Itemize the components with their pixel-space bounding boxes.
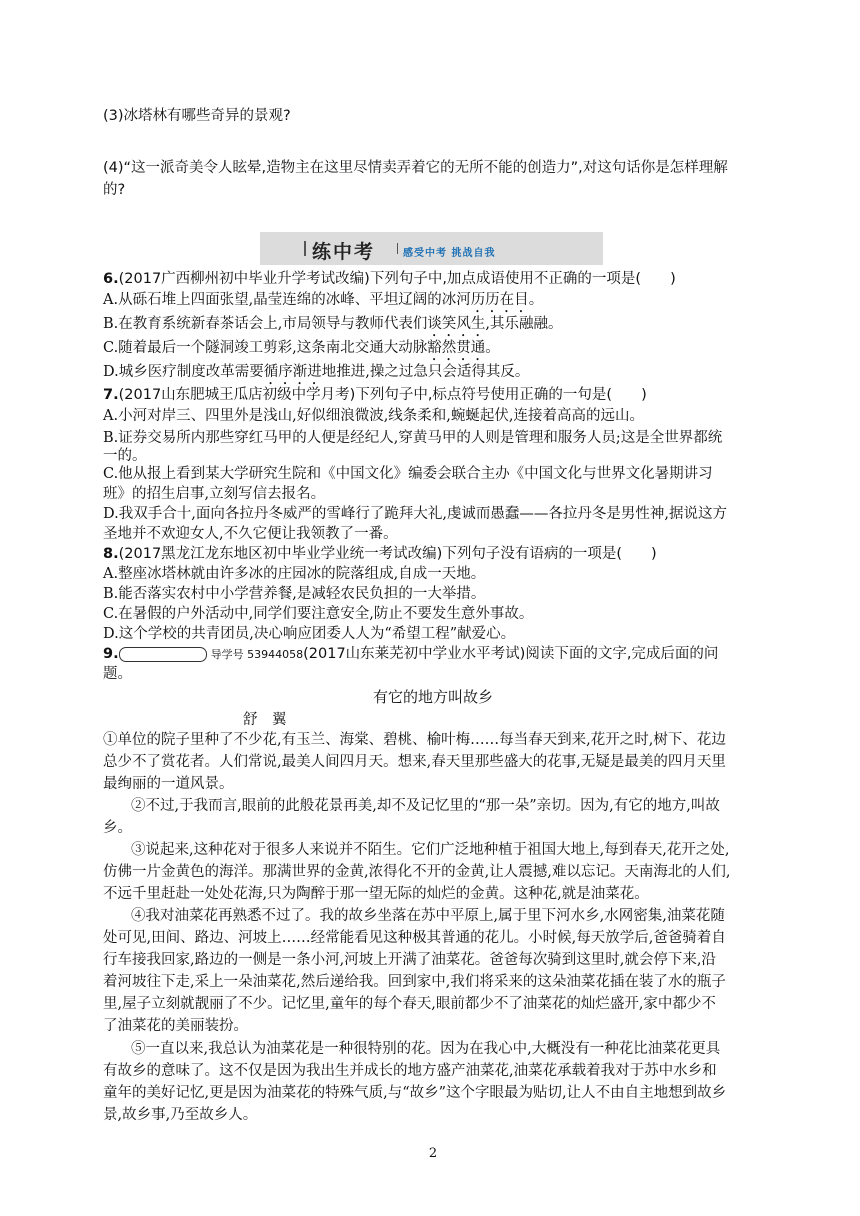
question-4-line2: 的?	[103, 182, 126, 198]
question-6-text: 下列句子中,加点成语使用不正确的一项是( )	[369, 271, 676, 287]
paragraph-line: 有故乡的意味了。这不仅是因为我出生并成长的地方盛产油菜花,油菜花承载着我对于苏中水乡和	[103, 1063, 717, 1079]
paragraph-line: 仿佛一片金黄色的海洋。那满世界的金黄,浓得化不开的金黄,让人震撼,难以忘记。天南海北的人们,	[103, 864, 731, 880]
question-9-stem	[103, 643, 718, 666]
question-8-number: 8.	[103, 546, 119, 562]
paragraph-line: 乡。	[103, 820, 132, 836]
question-4-line1: (4)“这一派奇美令人眩晕,造物主在这里尽情卖弄着它的无所不能的创造力”,对这句话你是怎样理解	[103, 160, 728, 176]
paragraph-line: 童年的美好记忆,更是因为油菜花的特殊气质,与“故乡”这个字眼最为贴切,让人不由自主地想到故乡	[103, 1085, 727, 1101]
question-6-option-a	[103, 289, 543, 316]
option-a-dotted-idiom: 历历在目	[470, 292, 529, 308]
paragraph-line: ④我对油菜花再熟悉不过了。我的故乡坐落在苏中平原上,属于里下河水乡,水网密集,油菜花随	[131, 908, 725, 924]
option-b-dotted-idiom: 谈笑风生	[427, 316, 486, 332]
essay-title: 有它的地方叫故乡	[372, 688, 493, 706]
paragraph-line: 着河坡往下走,采上一朵油菜花,然后递给我。回到家中,我们将采来的这朵油菜花插在装了水的瓶子	[103, 974, 726, 990]
option-b-end: ,其乐融融。	[485, 316, 563, 332]
page-number: 2	[428, 1146, 438, 1161]
guide-number-box	[119, 647, 207, 662]
option-a-text: A.从砾石堆上四面张望,晶莹连绵的冰峰、平坦辽阔的冰河	[103, 292, 471, 308]
question-8-text: 下列句子没有语病的一项是( )	[442, 546, 657, 562]
section-banner	[260, 232, 603, 265]
paragraph-line: 行车接我回家,路边的一侧是一条小河,河坡上开满了油菜花。爸爸每次骑到这里时,就会停下来,沿	[103, 952, 716, 968]
question-6-source: (2017广西柳州初中毕业升学考试改编)	[118, 271, 370, 287]
question-6-option-b	[103, 313, 562, 340]
essay-paragraph-2	[103, 795, 763, 839]
banner-divider-left	[304, 241, 306, 256]
essay-paragraph-4	[103, 905, 763, 1037]
banner-divider-right	[397, 243, 398, 254]
option-c-end: 。	[485, 340, 500, 356]
option-d-text: D.城乡医疗制度改革需要	[103, 364, 264, 380]
question-9-number: 9.	[103, 646, 119, 662]
question-8-option-c: C.在暑假的户外活动中,同学们要注意安全,防止不要发生意外事故。	[103, 606, 534, 622]
paragraph-line: ⑤一直以来,我总认为油菜花是一种很特别的花。因为在我心中,大概没有一种花比油菜花更具	[131, 1041, 721, 1057]
question-9-stem-line2: 题。	[103, 666, 132, 682]
paragraph-line: 里,屋子立刻就靓丽了不少。记忆里,童年的每个春天,眼前都少不了油菜花的灿烂盛开,家中都少不	[103, 996, 716, 1012]
banner-title: 练中考	[312, 241, 376, 263]
question-8-option-b: B.能否落实农村中小学营养餐,是减轻农民负担的一大举措。	[103, 586, 486, 602]
question-8-option-a: A.整座冰塔林就由许多冰的庄园冰的院落组成,自成一天地。	[103, 566, 486, 582]
question-7-number: 7.	[103, 387, 119, 403]
question-7-source: (2017山东肥城王瓜店初级中学月考)	[118, 387, 356, 403]
question-8-source: (2017黑龙江龙东地区初中毕业学业统一考试改编)	[118, 546, 443, 562]
paragraph-line: 总少不了赏花者。人们常说,最美人间四月天。想来,春天里那些盛大的花事,无疑是最美的四月天里	[103, 754, 726, 770]
essay-paragraph-3	[103, 839, 763, 905]
paragraph-line: 最绚丽的一道风景。	[103, 776, 234, 792]
paragraph-line: 了油菜花的美丽装扮。	[103, 1018, 248, 1034]
option-d-dotted-idiom: 循序渐进	[263, 364, 322, 380]
question-6-stem	[103, 268, 676, 290]
question-6-option-c	[103, 337, 500, 364]
paragraph-line: ②不过,于我而言,眼前的此般花景再美,却不及记忆里的“那一朵”亲切。因为,有它的地方,叫故	[131, 798, 720, 814]
paragraph-line: ①单位的院子里种了不少花,有玉兰、海棠、碧桃、榆叶梅……每当春天到来,花开之时,树下、花边	[103, 732, 726, 748]
question-7-option-b-line2: 一的。	[103, 448, 147, 464]
question-8-stem	[103, 543, 657, 565]
paragraph-line: 处可见,田间、路边、河坡上……经常能看见这种极其普通的花儿。小时候,每天放学后,爸爸骑着自	[103, 930, 726, 946]
option-c-dotted-idiom: 豁然贯通	[427, 340, 486, 356]
option-d-end: 地推进,操之过急只会适得其反。	[321, 364, 530, 380]
question-7-option-c-line2: 班》的招生启事,立刻写信去报名。	[103, 486, 326, 502]
paragraph-line: ③说起来,这种花对于很多人来说并不陌生。它们广泛地种植于祖国大地上,每到春天,花开之处,	[131, 842, 730, 858]
guide-number: 导学号 53944058	[210, 648, 304, 661]
essay-paragraph-5	[103, 1038, 763, 1126]
question-9-source: (2017山东莱芜初中学业水平考试)	[303, 646, 526, 662]
question-7-option-d-line1: D.我双手合十,面向各拉丹冬威严的雪峰行了跪拜大礼,虔诚而愚蠢——各拉丹冬是男性神,据说这方	[103, 506, 728, 522]
question-7-text: 下列句子中,标点符号使用正确的一句是( )	[355, 387, 647, 403]
essay-paragraph-1	[103, 729, 763, 795]
question-7-stem	[103, 384, 647, 406]
paragraph-line: 不远千里赶赴一处处花海,只为陶醉于那一望无际的灿烂的金黄。这种花,就是油菜花。	[103, 886, 649, 902]
option-b-text: B.在教育系统新春茶话会上,市局领导与教师代表们	[103, 316, 428, 332]
question-3: (3)冰塔林有哪些奇异的景观?	[103, 108, 291, 124]
question-7-option-b-line1: B.证券交易所内那些穿红马甲的人便是经纪人,穿黄马甲的人则是管理和服务人员;这是全世界都统	[103, 430, 723, 446]
paragraph-line: 景,故乡事,乃至故乡人。	[103, 1107, 258, 1123]
question-8-option-d: D.这个学校的共青团员,决心响应团委人人为“希望工程”献爱心。	[103, 626, 516, 642]
option-c-text: C.随着最后一个隧洞竣工剪彩,这条南北交通大动脉	[103, 340, 428, 356]
option-a-end: 。	[528, 292, 544, 308]
banner-subtitle: 感受中考 挑战自我	[403, 248, 496, 259]
essay-author: 舒 翼	[243, 712, 287, 728]
question-9-text: 阅读下面的文字,完成后面的问	[525, 646, 719, 662]
question-7-option-c-line1: C.他从报上看到某大学研究生院和《中国文化》编委会联合主办《中国文化与世界文化暑期讲习	[103, 466, 713, 482]
question-6-number: 6.	[103, 271, 119, 287]
question-7-option-d-line2: 圣地并不欢迎女人,不久它便让我领教了一番。	[103, 526, 398, 542]
question-7-option-a: A.小河对岸三、四里外是浅山,好似细浪微波,线条柔和,蜿蜒起伏,连接着高高的远山。	[103, 408, 645, 424]
